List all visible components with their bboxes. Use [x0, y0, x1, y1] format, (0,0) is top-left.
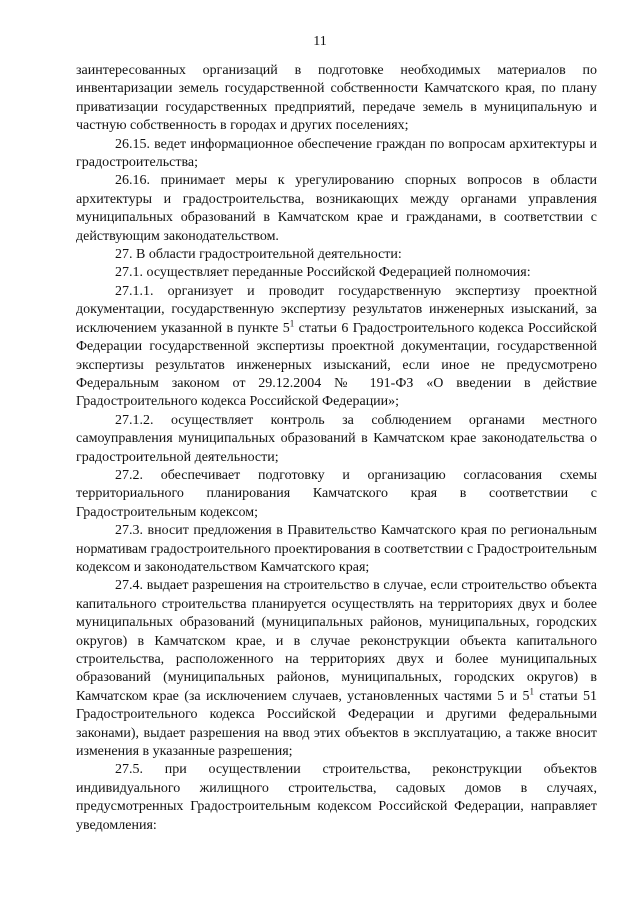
- paragraph-continuation: заинтересованных организаций в подготовке необходимых материалов по инвентаризации земель государственной собственности Камчатского края, по плану приватизации государственных предприятий, передаче земель в муниципальную и частную собственность в городах и других поселениях;: [76, 63, 597, 134]
- paragraph-26-15: 26.15. ведет информационное обеспечение граждан по вопросам архитектуры и градостроительства;: [76, 136, 597, 171]
- paragraph-27-heading: 27. В области градостроительной деятельности:: [115, 247, 402, 263]
- superscript-1: 1: [529, 686, 534, 697]
- paragraph-27-3: 27.3. вносит предложения в Правительство Камчатского края по региональным нормативам градостроительного проектирования в соответствии с Градостроительным кодексом и законодательством Камчатского края;: [76, 523, 597, 575]
- paragraph-26-16: 26.16. принимает меры к урегулированию спорных вопросов в области архитектуры и градостроительства, возникающих между органами управления муниципальных образований в Камчатском крае и гражданами, в соответствии с действующим законодательством.: [76, 173, 597, 244]
- paragraph-27-4-part-2: статьи 51 Градостроительного кодекса Российской Федерации и другими федеральными законами), выдает разрешения на ввод этих объектов в эксплуатацию, а также вносит изменения в указанные разрешения;: [76, 688, 597, 760]
- paragraph-27-2: 27.2. обеспечивает подготовку и организацию согласования схемы территориального планирования Камчатского края в соответствии с Градостроительным кодексом;: [76, 467, 597, 520]
- paragraph-27-1: 27.1. осуществляет переданные Российской Федерацией полномочия:: [115, 265, 531, 281]
- paragraph-27-4: [76, 577, 597, 761]
- paragraph-27-4-part-1: 27.4. выдает разрешения на строительство в случае, если строительство объекта капитального строительства планируется осуществлять на территориях двух и более муниципальных образований (муниципальных районов, муниципальных, городских округов) в Камчатском крае, и в случае реконструкции объекта капитального строительства, расположенного на территориях двух и более муниципальных образований (муниципальных районов, муниципальных, городских округов) в Камчатском крае (за исключением случаев, установленных частями 5 и 5: [76, 578, 597, 704]
- paragraph-27-1-1: [76, 283, 597, 412]
- page-number: 11: [313, 34, 327, 49]
- paragraph-27-1-1-part-1: 27.1.1. организует и проводит государственную экспертизу проектной документации, государственную экспертизу результатов инженерных изысканий, за исключением указанной в пункте 5: [76, 283, 597, 336]
- document-body: [76, 62, 597, 835]
- superscript-1: 1: [289, 318, 295, 329]
- paragraph-27-1-1-part-2: статьи 6 Градостроительного кодекса Российской Федерации государственной экспертизы проектной документации, государственной экспертизы результатов инженерных изысканий, если иное не предусмотрено Федеральным законом от 29.12.2004 № 191-ФЗ «О введении в действие Градостроительного кодекса Российской Федерации»;: [76, 320, 597, 410]
- paragraph-27-5: 27.5. при осуществлении строительства, реконструкции объектов индивидуального жилищного строительства, садовых домов в случаях, предусмотренных Градостроительным кодексом Российской Федерации, направляет уведомления:: [76, 762, 597, 833]
- paragraph-27-1-2: 27.1.2. осуществляет контроль за соблюдением органами местного самоуправления муниципальных образований в Камчатском крае законодательства о градостроительной деятельности;: [76, 412, 597, 465]
